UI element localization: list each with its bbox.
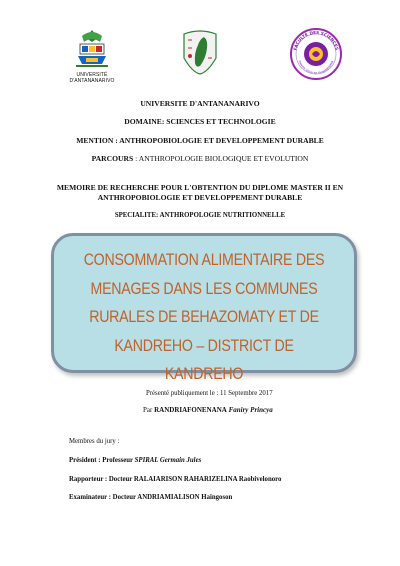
title-line-1: CONSOMMATION ALIMENTAIRE DES xyxy=(83,251,325,269)
faculty-seal-icon xyxy=(288,26,344,82)
mention-logo xyxy=(288,26,344,87)
jury-member-president xyxy=(69,457,201,464)
memoire-statement xyxy=(30,183,370,203)
jury-member-rapporteur xyxy=(69,476,281,483)
title-line-4: KANDREHO – DISTRICT DE KANDREHO xyxy=(114,336,294,383)
jury-name: SPIRAL Germain Jules xyxy=(134,457,202,464)
university-logo xyxy=(62,28,122,84)
seal-bottom-text: MANTRY SOTRY NY FAHAMARINANA xyxy=(297,60,335,76)
jury-name: RALAIARISON RAHARIZELINA Raobivelonoro xyxy=(133,476,282,483)
presentation-date: Présenté publiquement le : 11 Septembre 2017 xyxy=(146,390,273,397)
jury-role: Président : Professeur xyxy=(69,457,135,464)
specialite-line: SPECIALITE: ANTHROPOLOGIE NUTRITIONNELLE xyxy=(114,212,286,219)
university-caption: UNIVERSITÉ D'ANTANANARIVO xyxy=(69,72,115,84)
thesis-title xyxy=(75,246,333,389)
title-line-3: RURALES DE BEHAZOMATY ET DE xyxy=(89,308,319,326)
domaine-logo xyxy=(178,28,222,81)
jury-role: Rapporteur : Docteur xyxy=(69,476,134,483)
university-emblem-icon xyxy=(72,28,112,70)
seal-top-text: FACULTÉ DES SCIENCES xyxy=(292,29,340,51)
author-line xyxy=(143,406,273,414)
jury-name: ANDRIAMIALISON Haingoson xyxy=(137,494,233,501)
parcours-line xyxy=(0,154,400,163)
title-line-2: MENAGES DANS LES COMMUNES xyxy=(90,279,318,298)
madagascar-map-icon xyxy=(178,28,222,76)
author-first-name: Faniry Princya xyxy=(226,406,273,414)
logo-row xyxy=(0,18,400,108)
jury-member-examinateur xyxy=(69,494,232,501)
thesis-title-box xyxy=(51,233,357,383)
memoire-line-1: MEMOIRE DE RECHERCHE POUR L'OBTENTION DU DIPLOME MASTER II EN xyxy=(56,183,344,192)
mention-line: MENTION : ANTHROPOBIOLOGIE ET DEVELOPPEMENT DURABLE xyxy=(76,136,324,145)
author-prefix: Par xyxy=(143,406,155,414)
jury-role: Examinateur : Docteur xyxy=(69,494,138,501)
author-last-name: RANDRIAFONENANA xyxy=(154,406,227,414)
domaine-line: DOMAINE: SCIENCES ET TECHNOLOGIE xyxy=(124,117,276,126)
jury-label: Membres du jury : xyxy=(69,438,120,445)
parcours-label: PARCOURS xyxy=(91,154,134,163)
university-name: UNIVERSITE D'ANTANANARIVO xyxy=(140,99,260,108)
parcours-value: : ANTHROPOLOGIE BIOLOGIQUE ET EVOLUTION xyxy=(133,154,309,163)
memoire-line-2: ANTHROPOBIOLOGIE ET DEVELOPPEMENT DURABLE xyxy=(97,193,303,202)
